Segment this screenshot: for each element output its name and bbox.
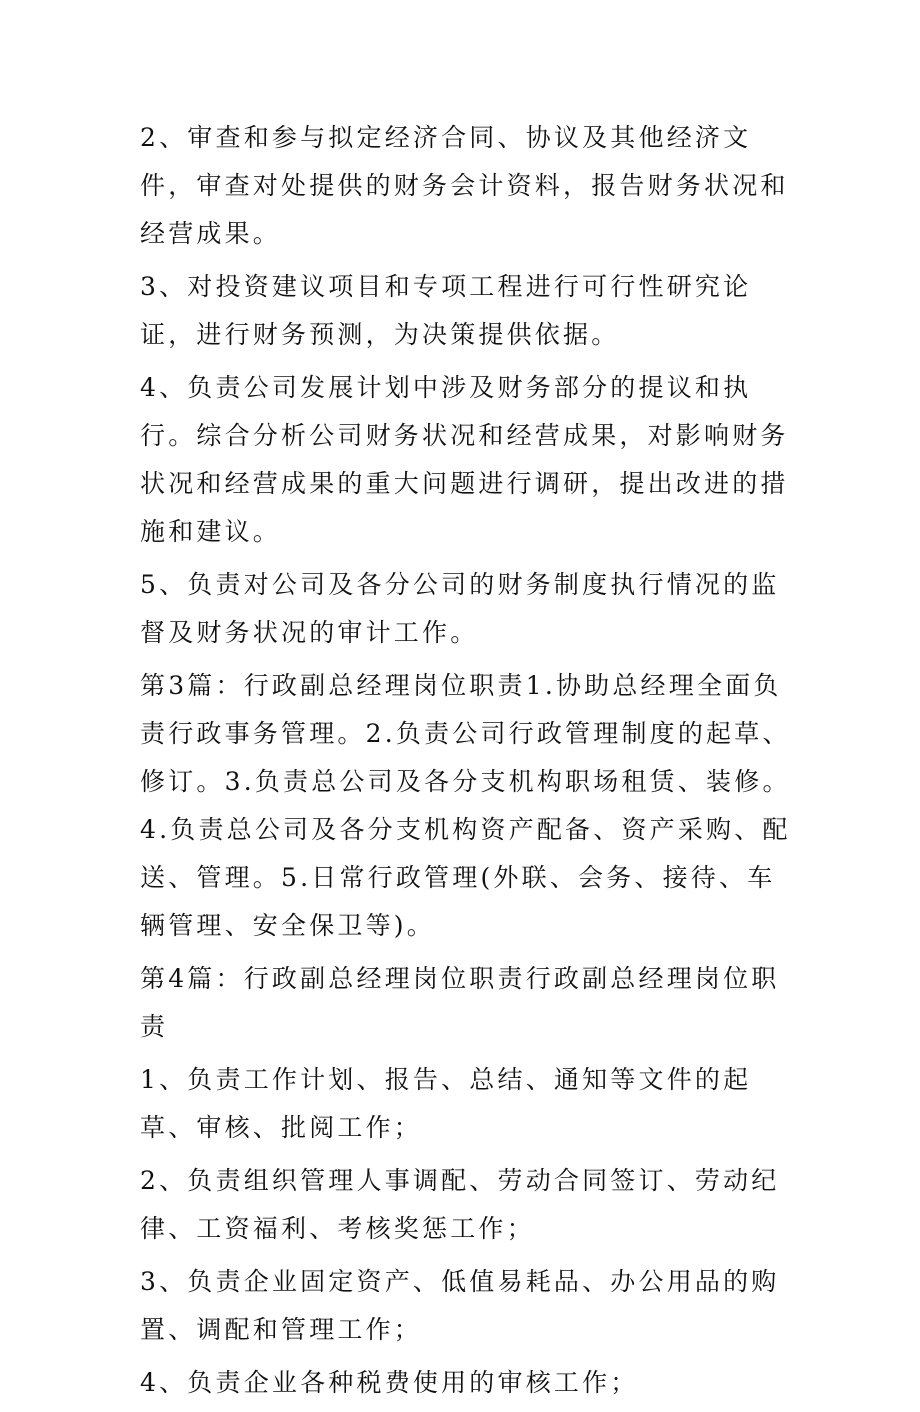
document-body — [140, 114, 800, 1412]
paragraph-duty-4: 4、负责企业各种税费使用的审核工作； — [140, 1368, 639, 1397]
paragraph-investment-feasibility: 3、对投资建议项目和专项工程进行可行性研究论证，进行财务预测，为决策提供依据。 — [140, 272, 752, 349]
paragraph-contract-review: 2、审查和参与拟定经济合同、协议及其他经济文件，审查对处提供的财务会计资料，报告财务状况和经营成果。 — [140, 123, 789, 248]
paragraph-section-3: 第3篇：行政副总经理岗位职责1.协助总经理全面负责行政事务管理。2.负责公司行政管理制度的起草、修订。3.负责总公司及各分支机构职场租赁、装修。4.负责总公司及各分支机构资产配备、资产采购、配送、管理。5.日常行政管理(外联、会务、接待、车辆管理、安全保卫等)。 — [140, 671, 791, 940]
paragraph-duty-1: 1、负责工作计划、报告、总结、通知等文件的起草、审核、批阅工作； — [140, 1065, 752, 1142]
paragraph-duty-3: 3、负责企业固定资产、低值易耗品、办公用品的购置、调配和管理工作； — [140, 1267, 780, 1344]
paragraph-duty-2: 2、负责组织管理人事调配、劳动合同签订、劳动纪律、工资福利、考核奖惩工作； — [140, 1166, 780, 1243]
paragraph-development-plan: 4、负责公司发展计划中涉及财务部分的提议和执行。综合分析公司财务状况和经营成果，对影响财务状况和经营成果的重大问题进行调研，提出改进的措施和建议。 — [140, 373, 789, 546]
paragraph-financial-audit: 5、负责对公司及各分公司的财务制度执行情况的监督及财务状况的审计工作。 — [140, 570, 780, 647]
paragraph-section-4-heading: 第4篇：行政副总经理岗位职责行政副总经理岗位职责 — [140, 964, 780, 1041]
